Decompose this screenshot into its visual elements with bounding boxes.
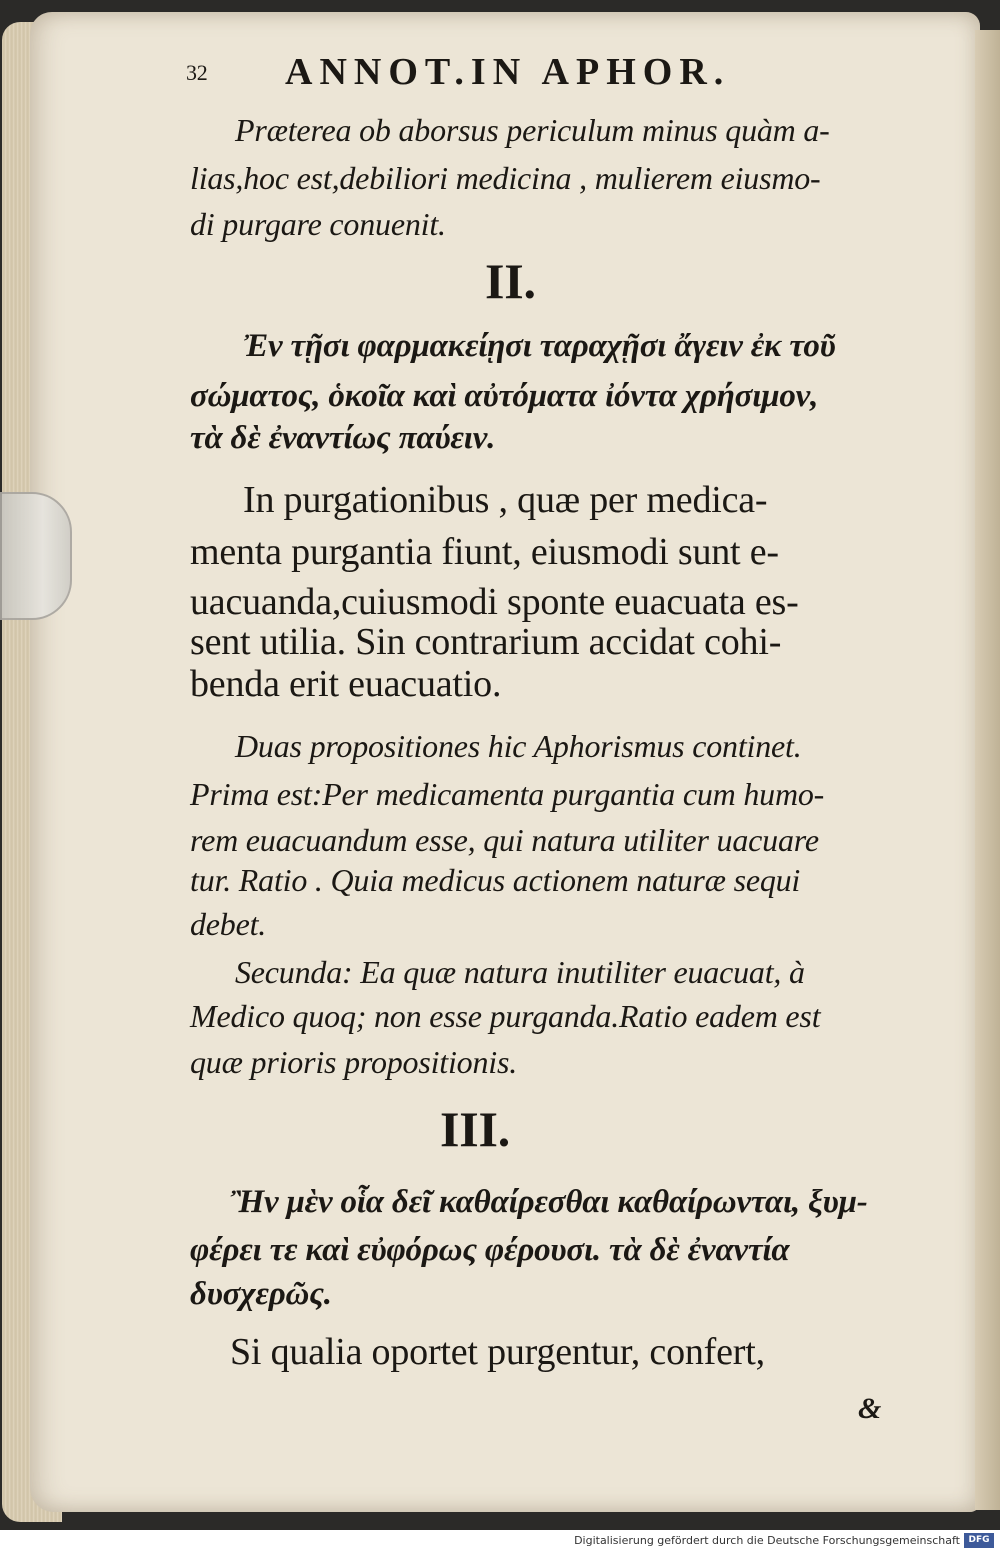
greek-line: σώματος, ὁκοῖα καὶ αὐτόματα ἰόντα χρήσιμον,: [190, 378, 819, 414]
page-number: 32: [186, 60, 208, 85]
aphorism-number: III.: [440, 1101, 511, 1157]
greek-line: Ἢν μὲν οἷα δεῖ καθαίρεσθαι καθαίρωνται, ξυμ-: [230, 1184, 868, 1220]
greek-line: Ἐν τῇσι φαρμακείῃσι ταραχῇσι ἄγειν ἐκ τοῦ: [243, 328, 836, 364]
page-clip: [0, 492, 72, 620]
text-line: menta purgantia fiunt, eiusmodi sunt e-: [190, 531, 779, 573]
text-line: sent utilia. Sin contrarium accidat cohi-: [190, 621, 782, 663]
greek-line: δυσχερῶς.: [190, 1276, 332, 1312]
text-line: Præterea ob aborsus periculum minus quàm a-: [235, 112, 830, 148]
footer-credit: Digitalisierung gefördert durch die Deutsche Forschungsgemeinschaft: [574, 1534, 960, 1547]
text-line: Si qualia oportet purgentur, confert,: [230, 1331, 765, 1373]
text-line: quæ prioris propositionis.: [190, 1044, 518, 1080]
greek-line: φέρει τε καὶ εὐφόρως φέρουσι. τὰ δὲ ἐναντία: [190, 1232, 790, 1268]
text-line: debet.: [190, 906, 267, 942]
running-head: ANNOT.IN APHOR.: [285, 51, 731, 93]
dfg-logo: DFG: [964, 1533, 994, 1548]
text-line: lias,hoc est,debiliori medicina , mulierem eiusmo-: [190, 160, 821, 196]
text-line: Prima est:Per medicamenta purgantia cum humo-: [190, 776, 825, 812]
text-line: Duas propositiones hic Aphorismus continet.: [235, 728, 802, 764]
text-line: In purgationibus , quæ per medica-: [243, 479, 768, 521]
text-line: uacuanda,cuiusmodi sponte euacuata es-: [190, 581, 799, 623]
greek-line: τὰ δὲ ἐναντίως παύειν.: [190, 420, 496, 456]
page-edge-right: [975, 30, 1000, 1510]
text-line: rem euacuandum esse, qui natura utiliter uacuare: [190, 822, 819, 858]
aphorism-number: II.: [485, 253, 536, 309]
catchword: &: [858, 1392, 882, 1425]
text-line: tur. Ratio . Quia medicus actionem naturæ sequi: [190, 862, 801, 898]
text-line: Secunda: Ea quæ natura inutiliter euacuat, à: [235, 954, 805, 990]
text-line: di purgare conuenit.: [190, 206, 446, 242]
text-line: Medico quoq; non esse purganda.Ratio eadem est: [190, 998, 821, 1034]
text-line: benda erit euacuatio.: [190, 663, 502, 705]
